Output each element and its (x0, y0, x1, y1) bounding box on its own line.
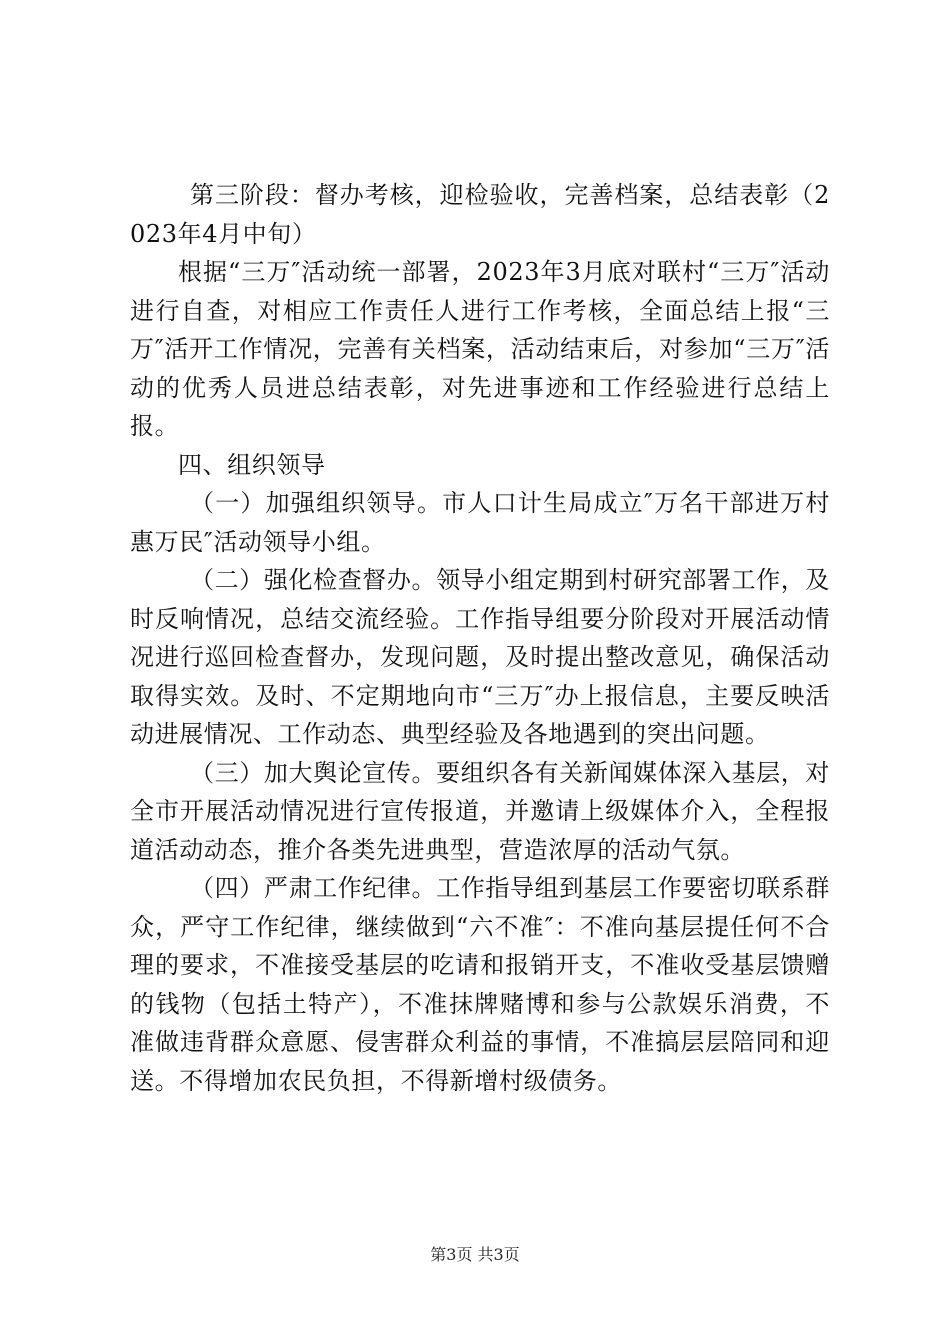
paragraph-item-3: （三）加大舆论宣传。要组织各有关新闻媒体深入基层，对全市开展活动情况进行宣传报道，并邀请上级媒体介入，全程报道活动动态，推介各类先进典型，营造浓厚的活动气氛。 (130, 758, 830, 864)
paragraph-item-1: （一）加强组织领导。市人口计生局成立″万名干部进万村惠万民″活动领导小组。 (130, 489, 830, 556)
document-body (130, 176, 830, 1100)
paragraph-stage-three-detail: 根据“三万″活动统一部署，2023年3月底对联村“三万″活动进行自查，对相应工作责任人进行工作考核，全面总结上报“三万″活开工作情况，完善有关档案，活动结束后，对参加“三万″活动的优秀人员进总结表彰，对先进事迹和工作经验进行总结上报。 (130, 258, 830, 440)
paragraph-item-2: （二）强化检查督办。领导小组定期到村研究部署工作，及时反响情况，总结交流经验。工作指导组要分阶段对开展活动情况进行巡回检查督办，发现问题，及时提出整改意见，确保活动取得实效。及时、不定期地向市“三万″办上报信息，主要反映活动进展情况、工作动态、典型经验及各地遇到的突出问题。 (130, 566, 830, 748)
section-heading-organization: 四、组织领导 (178, 450, 326, 479)
paragraph-item-4: （四）严肃工作纪律。工作指导组到基层工作要密切联系群众，严守工作纪律，继续做到“六不准″：不准向基层提任何不合理的要求，不准接受基层的吃请和报销开支，不准收受基层馈赠的钱物（包括土特产），不准抹牌赌博和参与公款娱乐消费，不准做违背群众意愿、侵害群众利益的事情，不准搞层层陪同和迎送。不得增加农民负担，不得新增村级债务。 (130, 874, 830, 1095)
page-footer: 第3页 共3页 (430, 1245, 520, 1264)
paragraph-stage-three: 第三阶段：督办考核，迎检验收，完善档案，总结表彰（2023年4月中旬） (130, 181, 830, 248)
